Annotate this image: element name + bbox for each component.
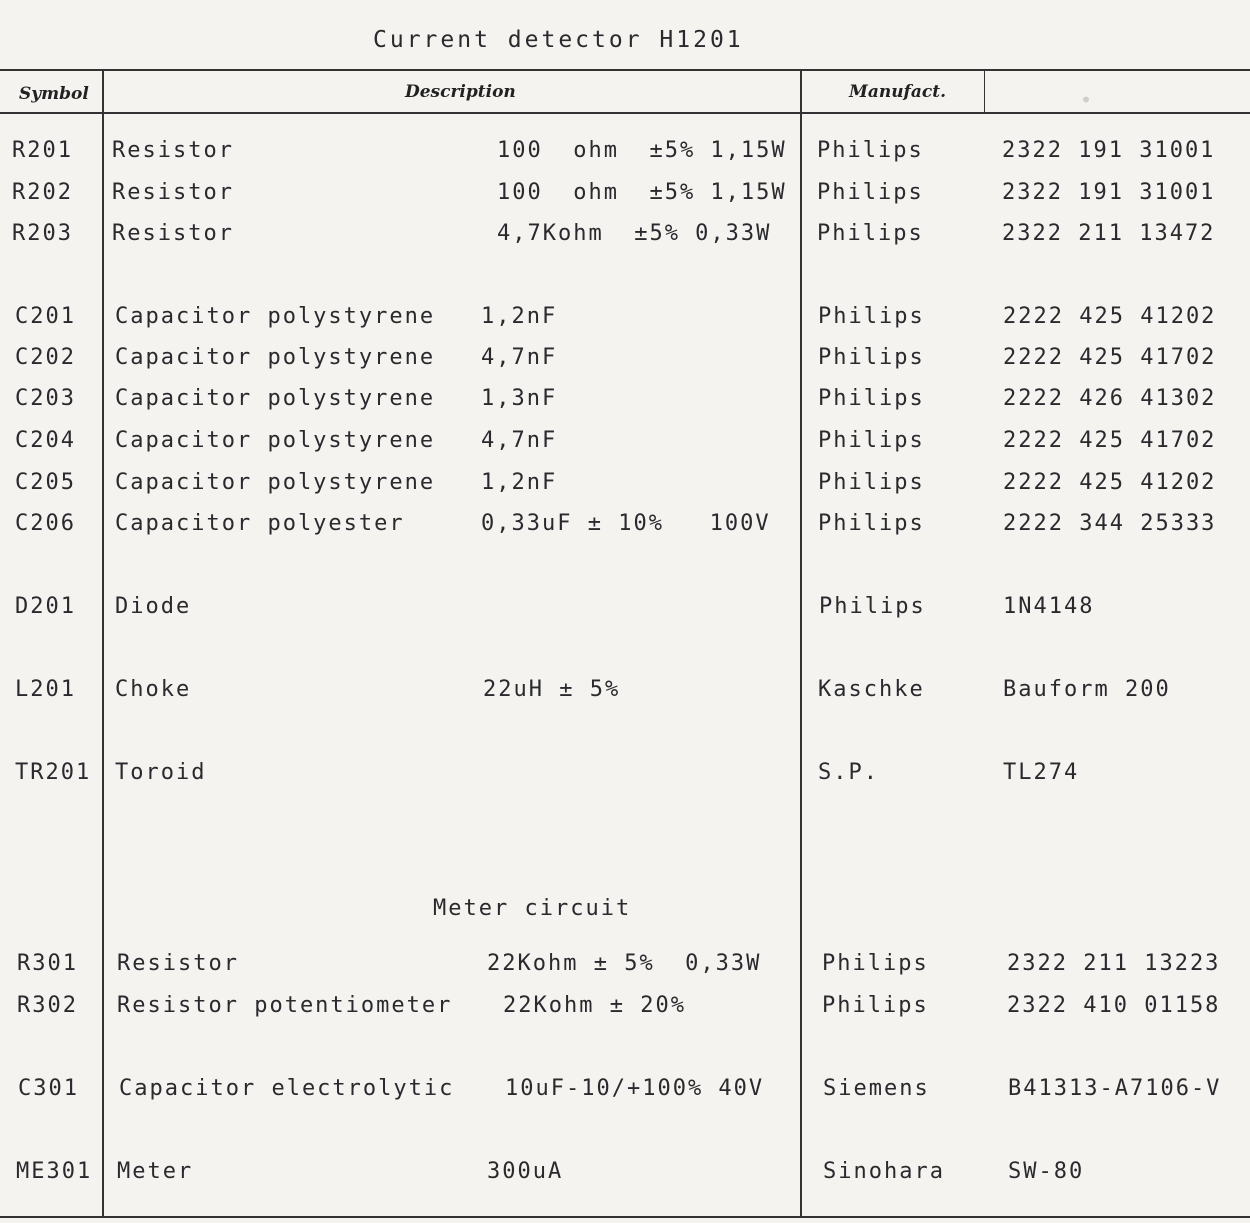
row-part-number: 2322 191 31001 [1002,138,1216,163]
row-manufacturer: Philips [822,993,929,1018]
row-manufacturer: Philips [817,221,924,246]
row-manufacturer: Philips [817,180,924,205]
row-description: Capacitor polystyrene [115,345,436,370]
row-manufacturer: Philips [818,511,925,536]
row-value: 4,7Kohm ±5% 0,33W [497,221,772,246]
row-part-number: 2322 211 13472 [1002,221,1216,246]
row-part-number: 2322 211 13223 [1007,951,1221,976]
row-description: Capacitor polystyrene [115,304,436,329]
row-manufacturer: S.P. [818,760,879,785]
row-symbol: C301 [18,1076,79,1101]
row-manufacturer: Philips [818,345,925,370]
top-rule [0,69,1250,71]
row-value: 100 ohm ±5% 1,15W [497,180,787,205]
bottom-rule [0,1216,1250,1218]
row-description: Capacitor polystyrene [115,428,436,453]
row-symbol: R202 [12,180,73,205]
row-description: Resistor [112,180,234,205]
row-symbol: TR201 [15,760,92,785]
row-manufacturer: Philips [817,138,924,163]
header-symbol: Symbol [19,84,89,104]
row-part-number: 2222 425 41202 [1003,304,1217,329]
row-symbol: L201 [15,677,76,702]
row-manufacturer: Philips [818,304,925,329]
row-part-number: 2222 425 41202 [1003,470,1217,495]
row-description: Toroid [115,760,207,785]
row-value: 300uA [487,1159,564,1184]
row-symbol: R302 [17,993,78,1018]
row-value: 22uH ± 5% [483,677,621,702]
row-part-number: 2222 425 41702 [1003,345,1217,370]
row-value: 1,2nF [481,304,558,329]
header-manufact: Manufact. [849,82,947,102]
row-part-number: 2322 410 01158 [1007,993,1221,1018]
row-manufacturer: Philips [818,428,925,453]
col-divider-symbol [102,70,104,1218]
row-symbol: C205 [15,470,76,495]
row-symbol: ME301 [16,1159,93,1184]
row-manufacturer: Philips [818,386,925,411]
row-manufacturer: Philips [819,594,926,619]
row-symbol: C202 [15,345,76,370]
row-symbol: R201 [12,138,73,163]
row-description: Diode [115,594,192,619]
row-part-number: 2222 344 25333 [1003,511,1217,536]
row-manufacturer: Philips [818,470,925,495]
row-description: Capacitor polyester [115,511,405,536]
row-manufacturer: Sinohara [823,1159,945,1184]
row-part-number: B41313-A7106-V [1008,1076,1222,1101]
row-description: Resistor [112,221,234,246]
bleed-through-ghost: • [1080,88,1095,112]
row-part-number: 1N4148 [1003,594,1095,619]
row-part-number: 2222 425 41702 [1003,428,1217,453]
row-part-number: 2222 426 41302 [1003,386,1217,411]
row-description: Resistor potentiometer [117,993,453,1018]
header-rule [0,112,1250,114]
row-manufacturer: Philips [822,951,929,976]
row-part-number: SW-80 [1008,1159,1085,1184]
row-symbol: D201 [15,594,76,619]
row-symbol: C206 [15,511,76,536]
row-symbol: R301 [17,951,78,976]
row-value: 4,7nF [481,428,558,453]
row-description: Choke [115,677,192,702]
row-value: 22Kohm ± 5% 0,33W [487,951,762,976]
row-description: Meter [117,1159,194,1184]
row-description: Capacitor polystyrene [115,470,436,495]
row-value: 1,3nF [481,386,558,411]
row-value: 10uF-10/+100% 40V [505,1076,765,1101]
section-heading-meter-circuit: Meter circuit [433,896,632,921]
row-value: 100 ohm ±5% 1,15W [497,138,787,163]
row-symbol: R203 [12,221,73,246]
row-description: Resistor [112,138,234,163]
row-value: 1,2nF [481,470,558,495]
row-description: Capacitor polystyrene [115,386,436,411]
row-symbol: C201 [15,304,76,329]
col-divider-partno [984,70,985,112]
row-part-number: TL274 [1003,760,1080,785]
col-divider-manufact [800,70,802,1218]
row-manufacturer: Kaschke [818,677,925,702]
row-symbol: C204 [15,428,76,453]
row-manufacturer: Siemens [823,1076,930,1101]
row-part-number: Bauform 200 [1003,677,1171,702]
row-symbol: C203 [15,386,76,411]
header-description: Description [405,82,516,102]
row-value: 22Kohm ± 20% [503,993,686,1018]
row-description: Capacitor electrolytic [119,1076,455,1101]
page-title: Current detector H1201 [373,27,744,53]
row-value: 4,7nF [481,345,558,370]
row-description: Resistor [117,951,239,976]
row-part-number: 2322 191 31001 [1002,180,1216,205]
row-value: 0,33uF ± 10% 100V [481,511,771,536]
